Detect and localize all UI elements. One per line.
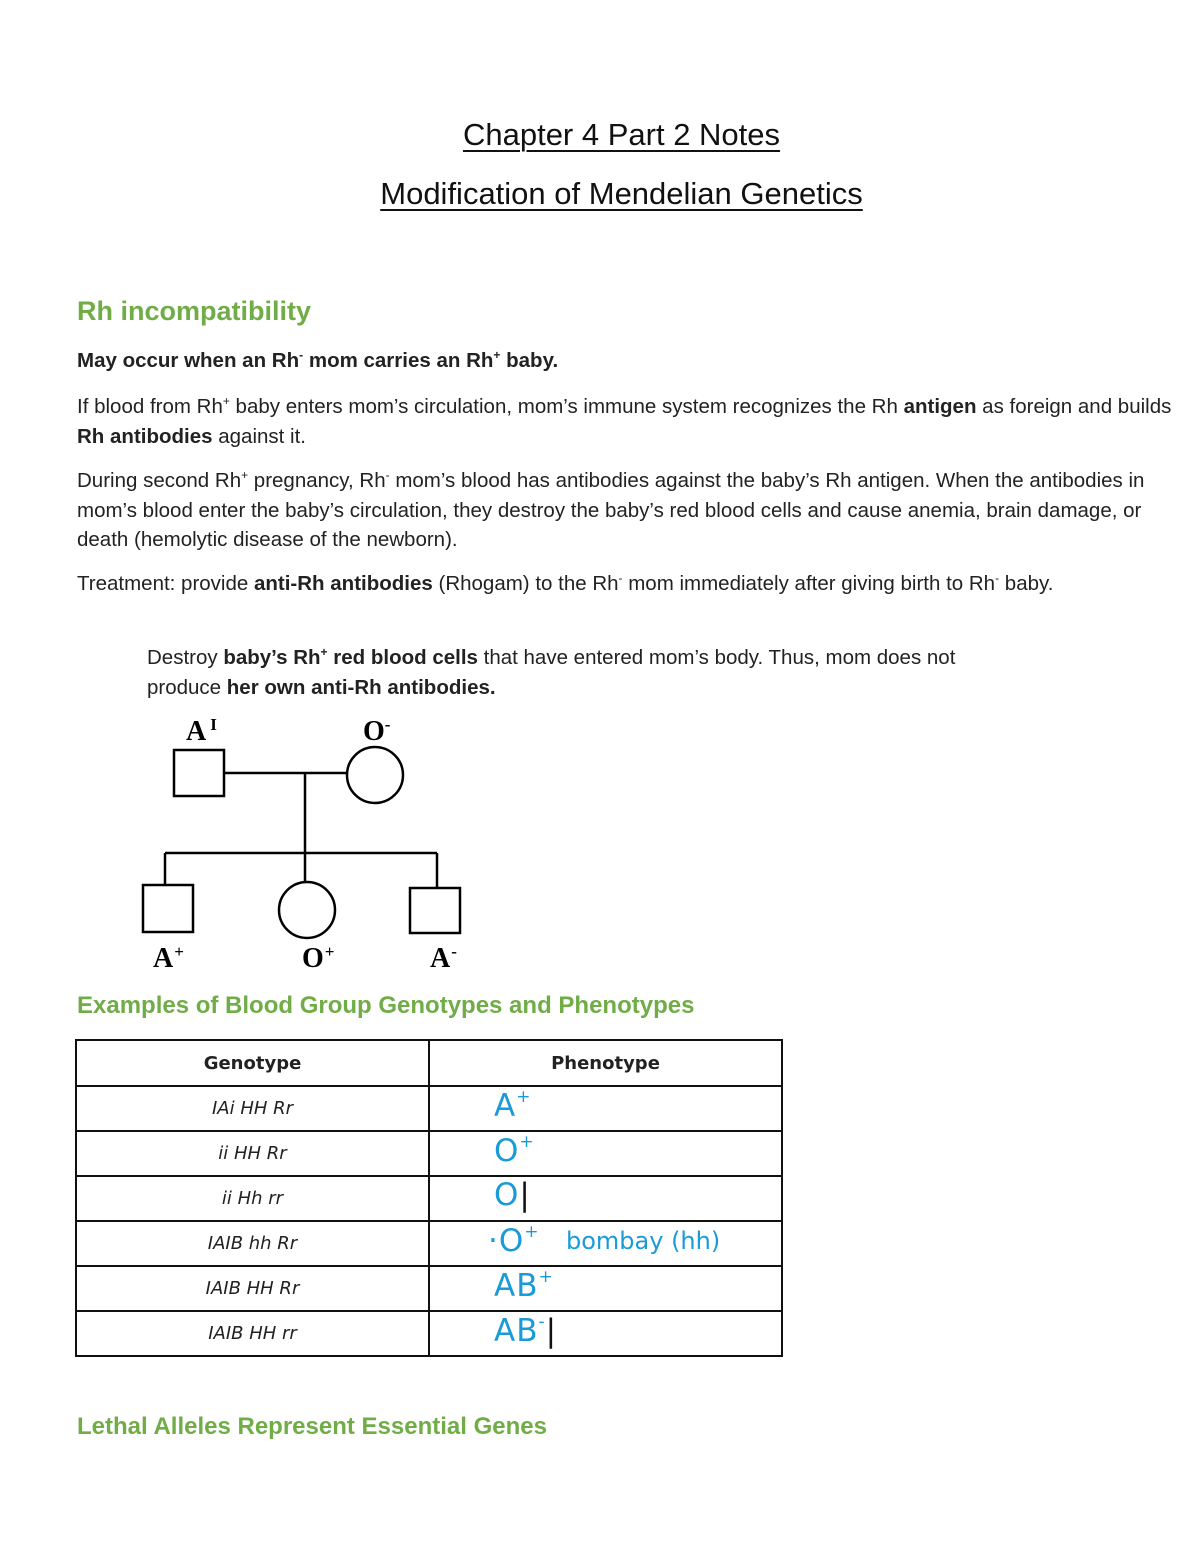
genotype-cell: IAi HH Rr bbox=[76, 1086, 429, 1131]
phenotype-handwritten: O+ bbox=[494, 1132, 535, 1169]
child-square-1 bbox=[143, 885, 193, 932]
father-square bbox=[174, 750, 224, 796]
blood-group-table bbox=[75, 1039, 783, 1357]
phenotype-cell bbox=[429, 1311, 782, 1356]
child-square-3 bbox=[410, 888, 460, 933]
rh-paragraph-4: Destroy baby’s Rh+ red blood cells that have entered mom’s body. Thus, mom does not produce her own anti-Rh antibodies. bbox=[147, 645, 956, 699]
section-heading-blood-groups: Examples of Blood Group Genotypes and Phenotypes bbox=[77, 992, 695, 1019]
phenotype-cell bbox=[429, 1131, 782, 1176]
genotype-cell: IAIB HH Rr bbox=[76, 1266, 429, 1311]
rh-paragraph-1: If blood from Rh+ baby enters mom’s circulation, mom’s immune system recognizes the Rh antigen as foreign and builds Rh antibodies against it. bbox=[77, 394, 1172, 448]
father-label: A $^I$ bbox=[186, 715, 217, 747]
genotype-cell: ii Hh rr bbox=[76, 1176, 429, 1221]
bombay-note: bombay (hh) bbox=[566, 1227, 721, 1255]
section-heading-rh: Rh incompatibility bbox=[77, 296, 312, 326]
table-header-row bbox=[76, 1040, 782, 1086]
genotype-cell: IAIB hh Rr bbox=[76, 1221, 429, 1266]
phenotype-cell bbox=[429, 1086, 782, 1131]
table-row bbox=[76, 1086, 782, 1131]
phenotype-cell bbox=[429, 1221, 782, 1266]
rh-paragraph-3: Treatment: provide anti-Rh antibodies (Rhogam) to the Rh- mom immediately after giving birth to Rh- baby. bbox=[77, 571, 1054, 595]
phenotype-handwritten: AB-| bbox=[494, 1312, 558, 1349]
phenotype-handwritten: AB+ bbox=[494, 1267, 554, 1304]
child-1-label: A+ bbox=[153, 942, 184, 974]
child-3-label: A- bbox=[430, 942, 457, 974]
column-header-phenotype: Phenotype bbox=[429, 1040, 782, 1086]
column-header-genotype: Genotype bbox=[76, 1040, 429, 1086]
table-row bbox=[76, 1266, 782, 1311]
rh-paragraph-2: During second Rh+ pregnancy, Rh- mom’s blood has antibodies against the baby’s Rh antigen. When the antibodies in mom’s blood enter the baby’s circulation, they destroy the baby’s red blood cells and cause anemia, brain damage, or death (hemolytic disease of the newborn). bbox=[77, 468, 1145, 551]
page-title: Chapter 4 Part 2 Notes bbox=[462, 117, 781, 152]
genotype-cell: ii HH Rr bbox=[76, 1131, 429, 1176]
child-circle-2 bbox=[279, 882, 335, 938]
phenotype-handwritten: O| bbox=[494, 1177, 531, 1213]
table-row bbox=[76, 1176, 782, 1221]
section-heading-lethal-alleles: Lethal Alleles Represent Essential Genes bbox=[77, 1413, 547, 1440]
phenotype-handwritten: A+ bbox=[494, 1087, 532, 1124]
genotype-cell: IAIB HH rr bbox=[76, 1311, 429, 1356]
phenotype-handwritten: ·O+ bbox=[488, 1222, 540, 1259]
rh-lead: May occur when an Rh- mom carries an Rh+ baby. bbox=[77, 348, 559, 372]
mother-label: O- bbox=[363, 715, 391, 747]
phenotype-cell bbox=[429, 1176, 782, 1221]
page-subtitle: Modification of Mendelian Genetics bbox=[380, 176, 863, 211]
table-row bbox=[76, 1311, 782, 1356]
table-row bbox=[76, 1221, 782, 1266]
child-2-label: O+ bbox=[302, 942, 335, 974]
table-row bbox=[76, 1131, 782, 1176]
phenotype-cell bbox=[429, 1266, 782, 1311]
mother-circle bbox=[347, 747, 403, 803]
